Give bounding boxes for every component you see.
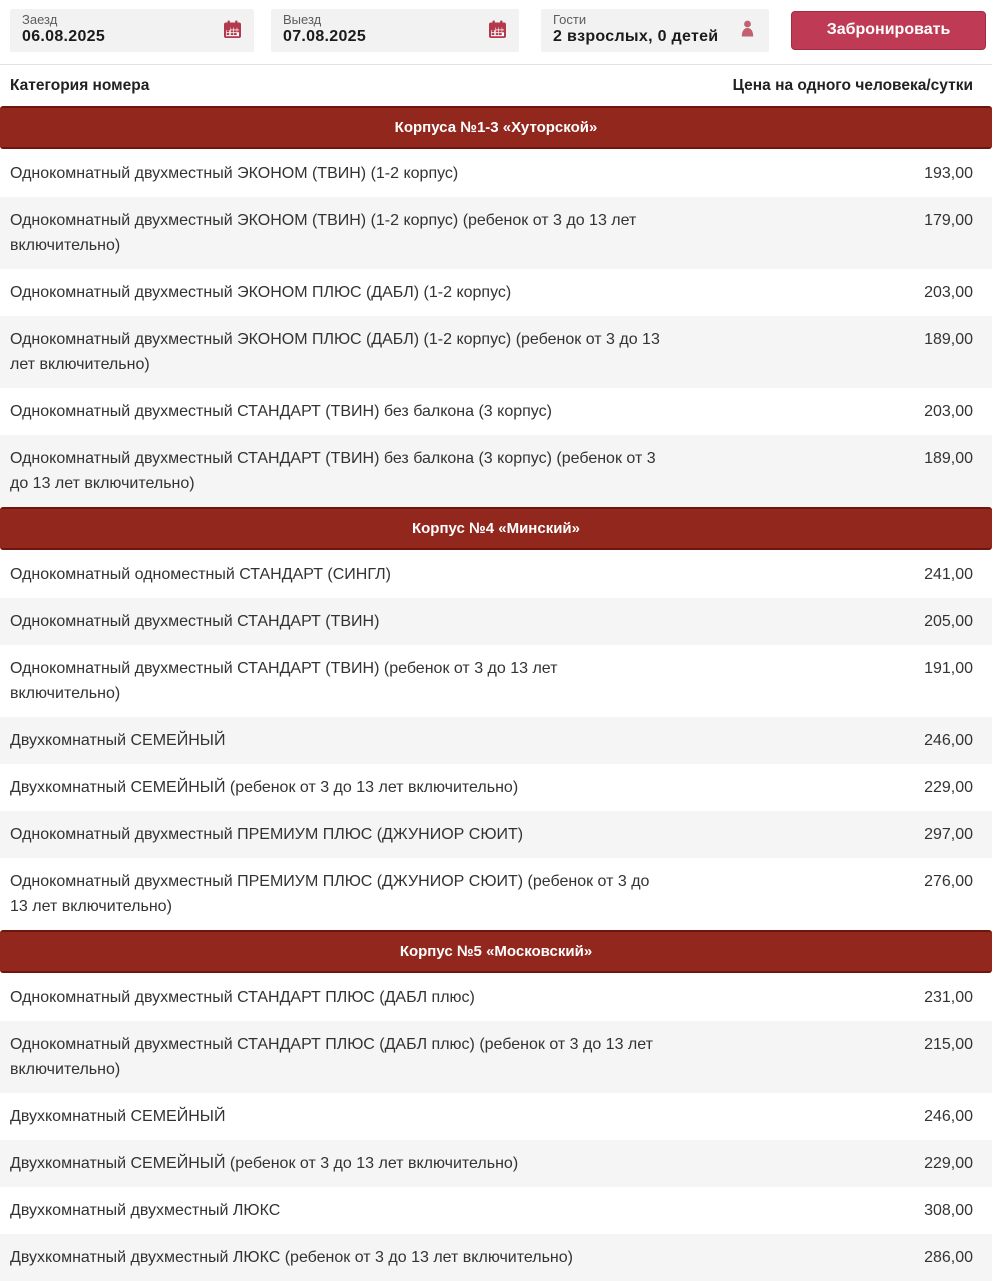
room-price: 229,00 xyxy=(924,779,973,796)
room-name: Однокомнатный двухместный СТАНДАРТ (ТВИН) (ребенок от 3 до 13 лет включительно) xyxy=(10,660,558,702)
checkout-value: 07.08.2025 xyxy=(283,28,367,45)
price-column-header: Цена на одного человека/сутки xyxy=(732,77,973,94)
room-name: Однокомнатный двухместный ПРЕМИУМ ПЛЮС (ДЖУНИОР СЮИТ) xyxy=(10,826,524,843)
room-name: Двухкомнатный СЕМЕЙНЫЙ (ребенок от 3 до 13 лет включительно) xyxy=(10,1155,519,1172)
room-price: 193,00 xyxy=(924,165,973,182)
table-section xyxy=(0,930,992,1281)
room-name: Однокомнатный одноместный СТАНДАРТ (СИНГЛ) xyxy=(10,566,391,583)
room-price: 191,00 xyxy=(924,660,973,677)
checkin-value: 06.08.2025 xyxy=(22,28,106,45)
checkin-field[interactable] xyxy=(10,9,254,52)
room-name: Двухкомнатный СЕМЕЙНЫЙ (ребенок от 3 до 13 лет включительно) xyxy=(10,779,519,796)
room-name: Однокомнатный двухместный СТАНДАРТ (ТВИН) без балкона (3 корпус) (ребенок от 3 до 13 лет включительно) xyxy=(10,450,656,492)
checkout-field[interactable] xyxy=(271,9,519,52)
price-row xyxy=(0,764,992,811)
section-rows xyxy=(0,551,992,930)
price-row xyxy=(0,1093,992,1140)
price-row xyxy=(0,197,992,269)
room-name: Однокомнатный двухместный ЭКОНОМ (ТВИН) (1-2 корпус) (ребенок от 3 до 13 лет включительно) xyxy=(10,212,637,254)
person-icon[interactable] xyxy=(738,19,757,40)
price-row xyxy=(0,811,992,858)
table-header xyxy=(0,64,992,106)
category-column-header: Категория номера xyxy=(10,77,150,94)
room-price: 189,00 xyxy=(924,450,973,467)
checkout-label: Выезд xyxy=(283,12,322,27)
room-price: 241,00 xyxy=(924,566,973,583)
room-price: 286,00 xyxy=(924,1249,973,1266)
room-price: 203,00 xyxy=(924,284,973,301)
price-row xyxy=(0,316,992,388)
price-row xyxy=(0,1021,992,1093)
guests-value: 2 взрослых, 0 детей xyxy=(553,28,719,45)
price-row xyxy=(0,150,992,197)
room-price: 297,00 xyxy=(924,826,973,843)
room-name: Однокомнатный двухместный ЭКОНОМ ПЛЮС (ДАБЛ) (1-2 корпус) (ребенок от 3 до 13 лет включительно) xyxy=(10,331,660,373)
guests-label: Гости xyxy=(553,12,587,27)
room-price: 203,00 xyxy=(924,403,973,420)
room-name: Однокомнатный двухместный СТАНДАРТ (ТВИН) без балкона (3 корпус) xyxy=(10,403,552,420)
price-row xyxy=(0,551,992,598)
room-price: 276,00 xyxy=(924,873,973,890)
room-name: Однокомнатный двухместный СТАНДАРТ ПЛЮС (ДАБЛ плюс) xyxy=(10,989,475,1006)
room-price: 179,00 xyxy=(924,212,973,229)
room-price: 231,00 xyxy=(924,989,973,1006)
room-name: Двухкомнатный СЕМЕЙНЫЙ xyxy=(10,732,226,749)
room-name: Однокомнатный двухместный ЭКОНОМ ПЛЮС (ДАБЛ) (1-2 корпус) xyxy=(10,284,512,301)
room-name: Однокомнатный двухместный СТАНДАРТ (ТВИН) xyxy=(10,613,380,630)
booking-bar xyxy=(0,0,1000,60)
room-name: Однокомнатный двухместный СТАНДАРТ ПЛЮС (ДАБЛ плюс) (ребенок от 3 до 13 лет включительно) xyxy=(10,1036,653,1078)
section-title: Корпус №5 «Московский» xyxy=(399,943,593,960)
price-row xyxy=(0,645,992,717)
guests-field[interactable] xyxy=(541,9,769,52)
calendar-icon[interactable] xyxy=(488,20,507,39)
room-name: Однокомнатный двухместный ПРЕМИУМ ПЛЮС (ДЖУНИОР СЮИТ) (ребенок от 3 до 13 лет включительно) xyxy=(10,873,650,915)
price-row xyxy=(0,974,992,1021)
checkin-label: Заезд xyxy=(22,12,58,27)
section-title: Корпус №4 «Минский» xyxy=(411,520,580,537)
room-price: 229,00 xyxy=(924,1155,973,1172)
price-row xyxy=(0,435,992,507)
price-row xyxy=(0,717,992,764)
room-price: 205,00 xyxy=(924,613,973,630)
room-name: Двухкомнатный СЕМЕЙНЫЙ xyxy=(10,1108,226,1125)
room-name: Двухкомнатный двухместный ЛЮКС xyxy=(10,1202,281,1219)
room-price: 308,00 xyxy=(924,1202,973,1219)
section-rows xyxy=(0,150,992,507)
price-row xyxy=(0,269,992,316)
room-name: Однокомнатный двухместный ЭКОНОМ (ТВИН) (1-2 корпус) xyxy=(10,165,459,182)
section-rows xyxy=(0,974,992,1281)
room-price: 246,00 xyxy=(924,1108,973,1125)
book-button[interactable]: Забронировать xyxy=(791,11,986,50)
price-row xyxy=(0,858,992,930)
price-table xyxy=(0,64,992,1281)
room-price: 215,00 xyxy=(924,1036,973,1053)
table-section xyxy=(0,106,992,507)
section-header xyxy=(0,106,992,149)
price-row xyxy=(0,1140,992,1187)
section-header xyxy=(0,507,992,550)
price-table-body xyxy=(0,106,992,1281)
room-price: 246,00 xyxy=(924,732,973,749)
calendar-icon[interactable] xyxy=(223,20,242,39)
price-row xyxy=(0,598,992,645)
price-row xyxy=(0,1234,992,1281)
price-row xyxy=(0,388,992,435)
section-title: Корпуса №1-3 «Хуторской» xyxy=(394,119,598,136)
section-header xyxy=(0,930,992,973)
room-name: Двухкомнатный двухместный ЛЮКС (ребенок от 3 до 13 лет включительно) xyxy=(10,1249,573,1266)
table-section xyxy=(0,507,992,930)
room-price: 189,00 xyxy=(924,331,973,348)
price-row xyxy=(0,1187,992,1234)
